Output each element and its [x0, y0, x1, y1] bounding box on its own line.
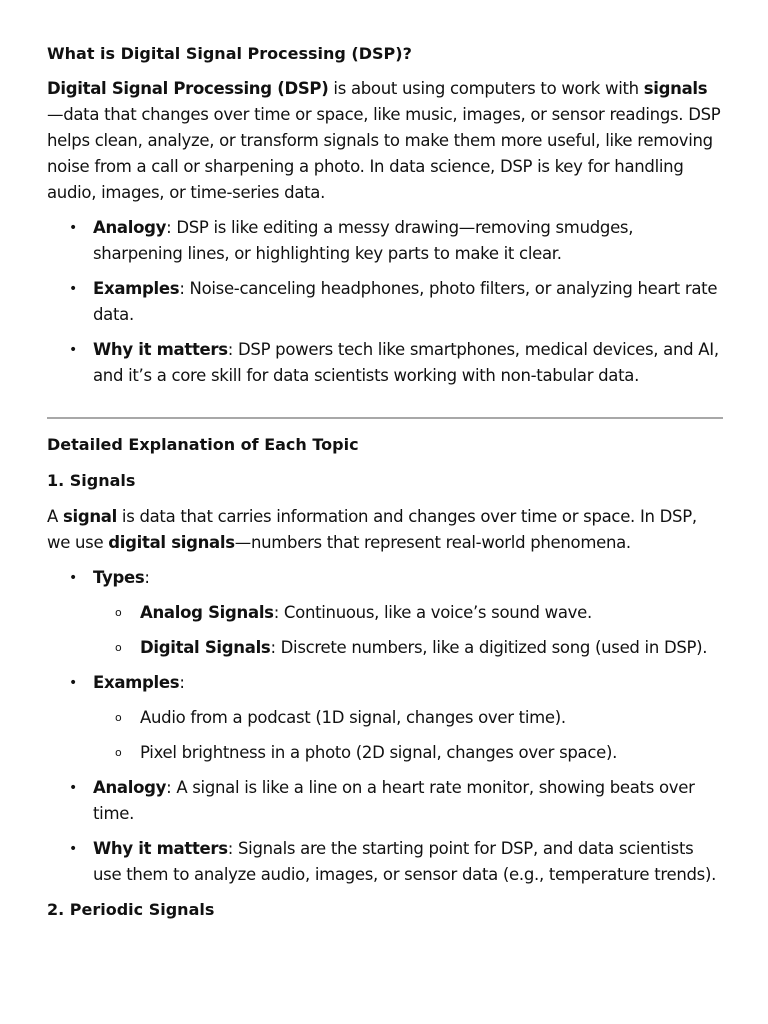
sub-text: Pixel brightness in a photo (2D signal, changes over space).	[140, 743, 618, 762]
list-item-analogy-2	[47, 775, 723, 827]
bullet-label: Analogy	[93, 778, 167, 797]
sub-text: Audio from a podcast (1D signal, changes over time).	[140, 708, 566, 727]
bullet-text: : DSP powers tech like smartphones, medical devices, and AI, and it’s a core skill for data scientists working with non-tabular data.	[93, 340, 719, 385]
signals-text-1: A	[47, 507, 63, 526]
circle-bullet-icon: o	[115, 606, 122, 619]
sub-text: : Discrete numbers, like a digitized song (used in DSP).	[270, 638, 708, 657]
signals-text-2: is data that carries information and changes over time or space. In DSP, we use	[47, 507, 697, 552]
signals-term: signals	[643, 79, 708, 98]
intro-text-1: is about using computers to work with	[328, 79, 644, 98]
bullet-text: : Noise-canceling headphones, photo filters, or analyzing heart rate data.	[93, 279, 718, 324]
bullet-label: Analogy	[93, 218, 167, 237]
sub-label: Analog Signals	[140, 603, 274, 622]
section-divider	[47, 417, 723, 419]
bullet-label: Why it matters	[93, 340, 228, 359]
list-item-types	[47, 565, 723, 591]
sub-item-digital	[47, 635, 723, 661]
bullet-label: Types	[93, 568, 145, 587]
circle-bullet-icon: o	[115, 711, 122, 724]
sub-item-podcast	[47, 705, 723, 731]
sub-item-photo	[47, 740, 723, 766]
bullet-label: Examples	[93, 673, 180, 692]
list-item-examples	[47, 276, 723, 328]
bullet-text: :	[144, 568, 150, 587]
signals-paragraph	[47, 504, 723, 556]
bullet-icon: •	[69, 780, 77, 796]
bullet-icon: •	[69, 342, 77, 358]
sub-item-analog	[47, 600, 723, 626]
bullet-text: : A signal is like a line on a heart rate monitor, showing beats over time.	[93, 778, 695, 823]
list-item-analogy	[47, 215, 723, 267]
bullet-text: : DSP is like editing a messy drawing—removing smudges, sharpening lines, or highlighting key parts to make it clear.	[93, 218, 634, 263]
section-1-heading: 1. Signals	[47, 471, 136, 490]
list-item-why-2	[47, 836, 723, 888]
sub-label: Digital Signals	[140, 638, 271, 657]
dsp-term: Digital Signal Processing (DSP)	[47, 79, 329, 98]
intro-text-2: —data that changes over time or space, like music, images, or sensor readings. DSP helps clean, analyze, or transform signals to make them more useful, like removing noise from a call or sharpening a photo. In data science, DSP is key for handling audio, images, or time-series data.	[47, 105, 721, 202]
bullet-icon: •	[69, 675, 77, 691]
circle-bullet-icon: o	[115, 641, 122, 654]
bullet-icon: •	[69, 570, 77, 586]
bullet-text: :	[179, 673, 185, 692]
circle-bullet-icon: o	[115, 746, 122, 759]
detail-heading: Detailed Explanation of Each Topic	[47, 435, 359, 454]
list-item-examples-2	[47, 670, 723, 696]
bullet-icon: •	[69, 281, 77, 297]
bullet-label: Examples	[93, 279, 180, 298]
sub-text: : Continuous, like a voice’s sound wave.	[273, 603, 592, 622]
bullet-icon: •	[69, 220, 77, 236]
document-page	[47, 40, 723, 923]
intro-paragraph	[47, 76, 723, 206]
bullet-text: : Signals are the starting point for DSP, and data scientists use them to analyze audio, images, or sensor data (e.g., temperature trends).	[93, 839, 717, 884]
intro-heading: What is Digital Signal Processing (DSP)?	[47, 44, 412, 63]
list-item-why	[47, 337, 723, 389]
bullet-icon: •	[69, 841, 77, 857]
signal-term: signal	[62, 507, 117, 526]
bullet-label: Why it matters	[93, 839, 228, 858]
digital-signals-term: digital signals	[108, 533, 235, 552]
signals-text-3: —numbers that represent real-world phenomena.	[234, 533, 631, 552]
section-2-heading: 2. Periodic Signals	[47, 900, 215, 919]
